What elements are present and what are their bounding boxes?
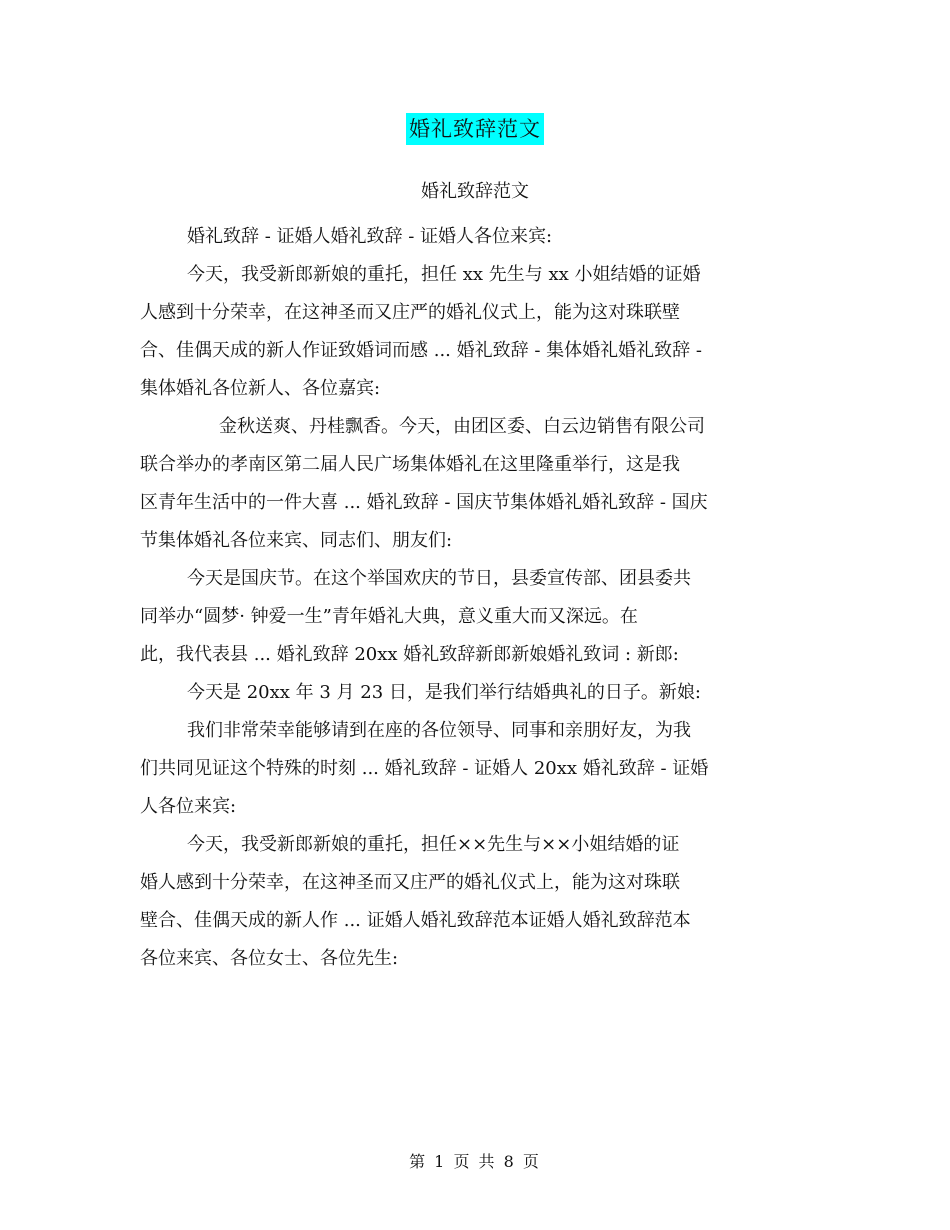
body-line: 我们非常荣幸能够请到在座的各位领导、同事和亲朋好友，为我 — [187, 720, 691, 741]
body-line: 今天，我受新郎新娘的重托，担任××先生与××小姐结婚的证 — [187, 834, 680, 855]
body-line: 节集体婚礼各位来宾、同志们、朋友们: — [140, 530, 453, 551]
body-line: 金秋送爽、丹桂飘香。今天，由团区委、白云边销售有限公司 — [219, 416, 705, 437]
body-line: 婚人感到十分荣幸，在这神圣而又庄严的婚礼仪式上，能为这对珠联 — [140, 872, 680, 893]
body-line: 区青年生活中的一件大喜 ... 婚礼致辞 - 国庆节集体婚礼婚礼致辞 - 国庆 — [140, 492, 708, 513]
body-line: 人感到十分荣幸，在这神圣而又庄严的婚礼仪式上，能为这对珠联壁 — [140, 302, 680, 323]
document-title: 婚礼致辞范文 — [406, 113, 544, 145]
body-line: 壁合、佳偶天成的新人作 ... 证婚人婚礼致辞范本证婚人婚礼致辞范本 — [140, 910, 691, 931]
body-line: 同举办“圆梦· 钟爱一生”青年婚礼大典，意义重大而又深远。在 — [140, 606, 638, 627]
body-line: 集体婚礼各位新人、各位嘉宾: — [140, 378, 381, 399]
body-line: 今天，我受新郎新娘的重托，担任 xx 先生与 xx 小姐结婚的证婚 — [187, 264, 701, 285]
body-line: 婚礼致辞 - 证婚人婚礼致辞 - 证婚人各位来宾: — [187, 226, 553, 247]
body-line: 今天是 20xx 年 3 月 23 日，是我们举行结婚典礼的日子。新娘: — [187, 682, 701, 703]
document-body — [140, 218, 810, 978]
title-container — [0, 113, 950, 145]
body-line: 今天是国庆节。在这个举国欢庆的节日，县委宣传部、团县委共 — [187, 568, 691, 589]
body-line: 此，我代表县 ... 婚礼致辞 20xx 婚礼致辞新郎新娘婚礼致词 : 新郎: — [140, 644, 679, 665]
document-subtitle: 婚礼致辞范文 — [421, 181, 529, 202]
body-line: 联合举办的孝南区第二届人民广场集体婚礼在这里隆重举行，这是我 — [140, 454, 680, 475]
body-line: 合、佳偶天成的新人作证致婚词而感 ... 婚礼致辞 - 集体婚礼婚礼致辞 - — [140, 340, 702, 361]
body-line: 各位来宾、各位女士、各位先生: — [140, 948, 399, 969]
body-line: 人各位来宾: — [140, 796, 237, 817]
body-line: 们共同见证这个特殊的时刻 ... 婚礼致辞 - 证婚人 20xx 婚礼致辞 - 证婚 — [140, 758, 709, 779]
page-footer: 第 1 页 共 8 页 — [409, 1152, 541, 1171]
